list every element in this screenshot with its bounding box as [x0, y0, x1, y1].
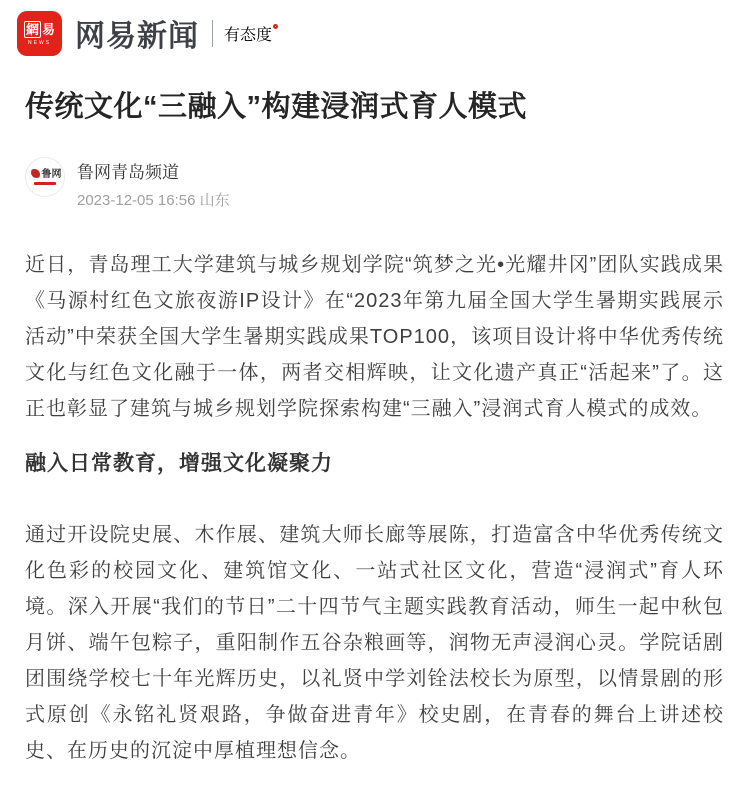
source-row: [25, 157, 724, 210]
section-heading: 融入日常教育，增强文化凝聚力: [25, 452, 333, 475]
article-title: 传统文化“三融入”构建浸润式育人模式: [25, 91, 528, 123]
site-header: [17, 10, 724, 56]
brand-divider: [212, 20, 213, 47]
degree-mark-icon: [273, 24, 278, 29]
article-body: [25, 247, 724, 769]
netease-logo-cn: [24, 21, 55, 38]
source-info: [77, 157, 230, 210]
luwang-avatar-lockup: [29, 169, 62, 180]
brand-slogan: [224, 22, 278, 45]
luwang-avatar-subbar: [34, 182, 56, 185]
source-name[interactable]: 鲁网青岛频道: [77, 163, 179, 182]
paragraph: 通过开设院史展、木作展、建筑大师长廊等展陈，打造富含中华优秀传统文化色彩的校园文化、建筑馆文化、一站式社区文化，营造“浸润式”育人环境。深入开展“我们的节日”二十四节气主题实践教育活动，师生一起中秋包月饼、端午包粽子，重阳制作五谷杂粮画等，润物无声浸润心灵。学院话剧团围绕学校七十年光辉历史，以礼贤中学刘铨法校长为原型，以情景剧的形式原创《永铭礼贤艰路，争做奋进青年》校史剧，在青春的舞台上讲述校史、在历史的沉淀中厚植理想信念。: [25, 524, 724, 762]
source-meta: 2023-12-05 16:56 山东: [77, 192, 230, 209]
brand-slogan-text: 有态度: [224, 26, 273, 44]
luwang-avatar-text: 鲁网: [41, 168, 62, 180]
luwang-logo-icon: [29, 169, 40, 180]
netease-logo-news-label: NEWS: [28, 39, 51, 46]
netease-logo-char2: 易: [42, 21, 56, 37]
netease-app-logo-icon[interactable]: [17, 11, 62, 56]
paragraph: 近日，青岛理工大学建筑与城乡规划学院“筑梦之光•光耀井冈”团队实践成果《马源村红色文旅夜游IP设计》在“2023年第九届全国大学生暑期实践展示活动”中荣获全国大学生暑期实践成果TOP100，该项目设计将中华优秀传统文化与红色文化融于一体，两者交相辉映，让文化遗产真正“活起来”了。这正也彰显了建筑与城乡规划学院探索构建“三融入”浸润式育人模式的成效。: [25, 254, 724, 420]
brand-title[interactable]: 网易新闻: [75, 20, 199, 53]
source-avatar[interactable]: [25, 157, 65, 197]
netease-logo-char1: 網: [25, 21, 39, 37]
